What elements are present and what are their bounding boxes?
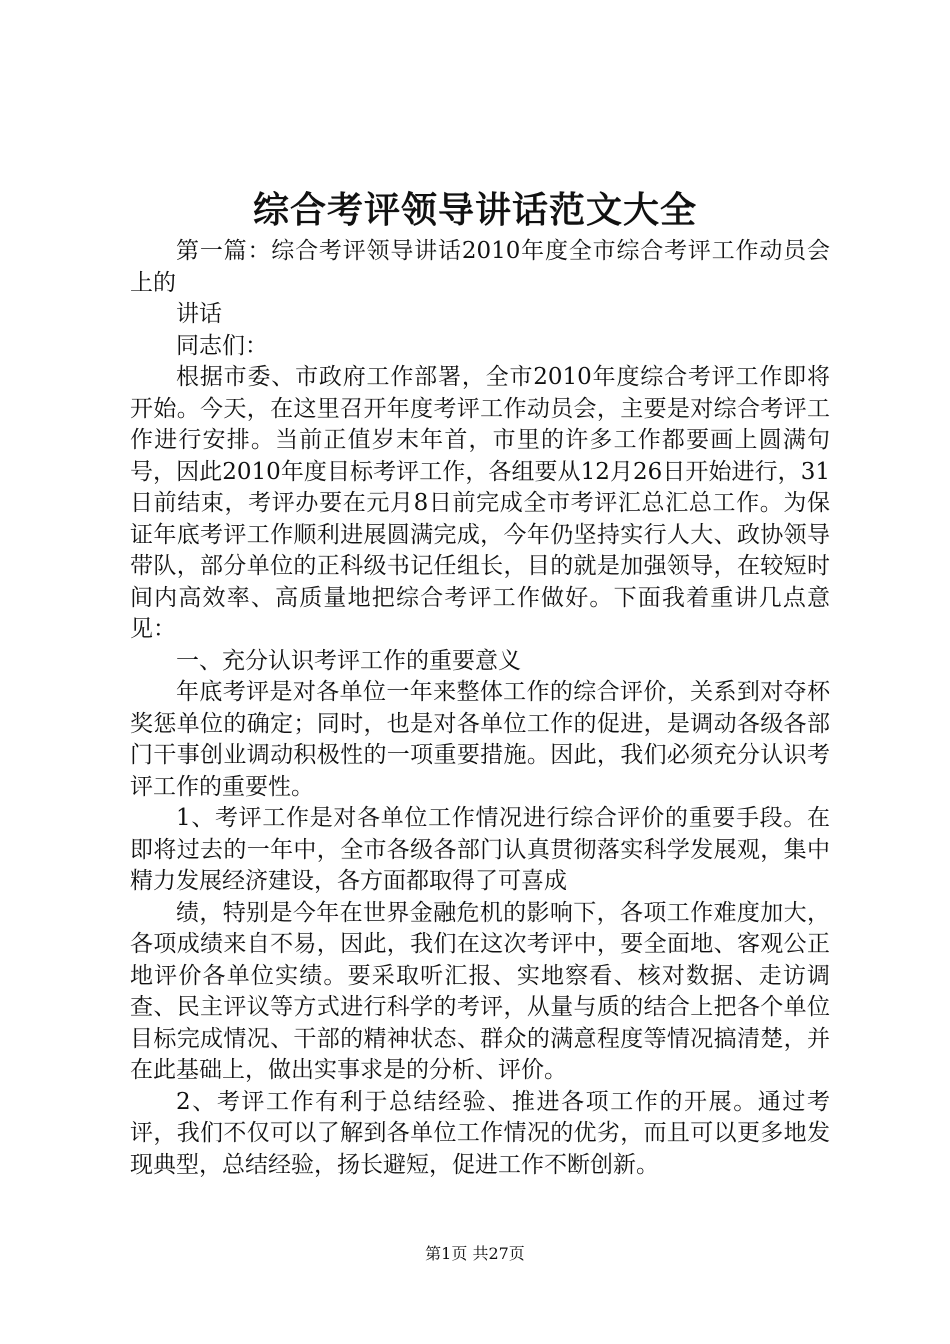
paragraph-heading-first: 第一篇：综合考评领导讲话2010年度全市综合考评工作动员会上的 — [130, 238, 830, 296]
paragraph-intro: 根据市委、市政府工作部署，全市2010年度综合考评工作即将开始。今天，在这里召开年度考评工作动员会，主要是对综合考评工作进行安排。当前正值岁末年首，市里的许多工作都要画上圆满句号，因此2010年度目标考评工作，各组要从12月26日开始进行，31日前结束，考评办要在元月8日前完成全市考评汇总汇总工作。为保证年底考评工作顺利进展圆满完成，今年仍坚持实行人大、政协领导带队，部分单位的正科级书记任组长，目的就是加强领导，在较短时间内高效率、高质量地把综合考评工作做好。下面我着重讲几点意见： — [130, 364, 830, 642]
page-number-footer: 第1页 共27页 — [425, 1244, 525, 1263]
document-body — [130, 236, 830, 1181]
document-title: 综合考评领导讲话范文大全 — [252, 189, 697, 231]
paragraph-significance: 年底考评是对各单位一年来整体工作的综合评价，关系到对夺杯奖惩单位的确定；同时，也是对各单位工作的促进，是调动各级各部门干事创业调动积极性的一项重要措施。因此，我们必须充分认识考评工作的重要性。 — [130, 679, 830, 800]
section-heading-one: 一、充分认识考评工作的重要意义 — [176, 647, 521, 674]
paragraph-heading-continued: 讲话 — [176, 301, 222, 327]
paragraph-point-one: 1、考评工作是对各单位工作情况进行综合评价的重要手段。在即将过去的一年中，全市各级各部门认真贯彻落实科学发展观，集中精力发展经济建设，各方面都取得了可喜成 — [130, 805, 830, 894]
paragraph-salutation: 同志们： — [176, 332, 268, 359]
paragraph-point-two: 2、考评工作有利于总结经验、推进各项工作的开展。通过考评，我们不仅可以了解到各单位工作情况的优劣，而且可以更多地发现典型，总结经验，扬长避短，促进工作不断创新。 — [130, 1088, 830, 1178]
paragraph-point-one-continued: 绩，特别是今年在世界金融危机的影响下，各项工作难度加大，各项成绩来自不易，因此，我们在这次考评中，要全面地、客观公正地评价各单位实绩。要采取听汇报、实地察看、核对数据、走访调查、民主评议等方式进行科学的考评，从量与质的结合上把各个单位目标完成情况、干部的精神状态、群众的满意程度等情况搞清楚，并在此基础上，做出实事求是的分析、评价。 — [130, 899, 830, 1083]
